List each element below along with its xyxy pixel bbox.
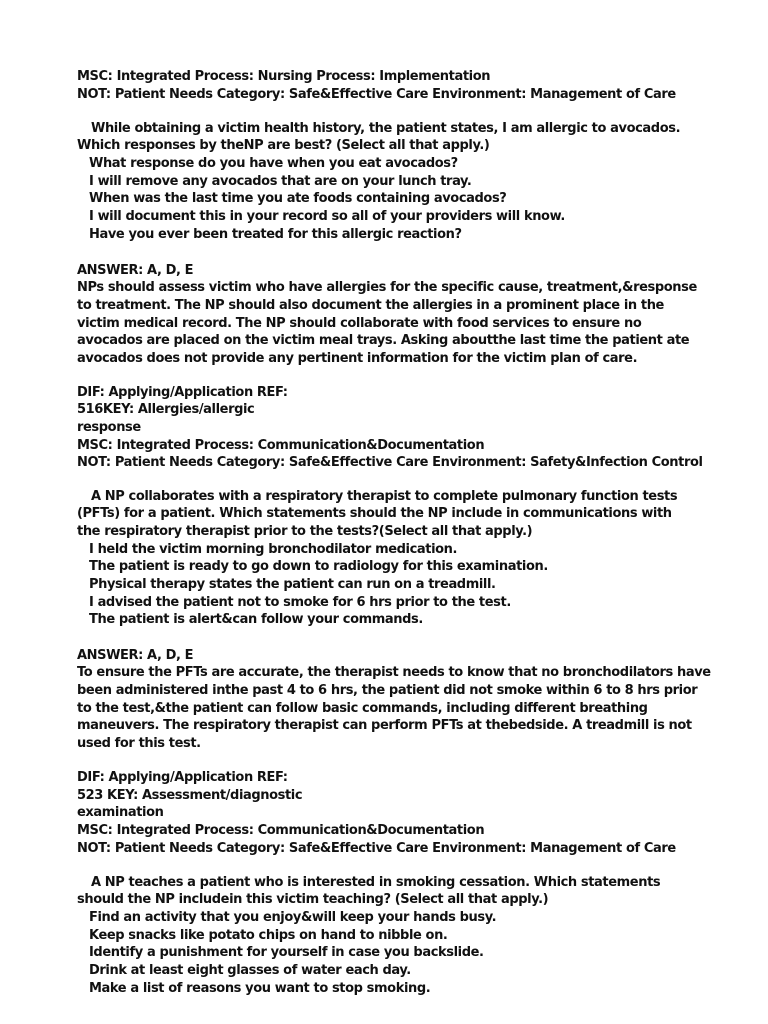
text-line: When was the last time you ate foods containing avocados? — [89, 191, 507, 206]
text-line: ANSWER: A, D, E — [77, 648, 194, 663]
text-line: to the test,&the patient can follow basic commands, including different breathing — [77, 701, 648, 716]
text-line: been administered inthe past 4 to 6 hrs, the patient did not smoke within 6 to 8 hrs prior — [77, 683, 698, 698]
text-line: MSC: Integrated Process: Communication&Documentation — [77, 438, 485, 453]
text-line: Identify a punishment for yourself in case you backslide. — [89, 945, 484, 960]
text-line: used for this test. — [77, 736, 201, 751]
text-line: 516KEY: Allergies/allergic — [77, 402, 255, 417]
text-line: A NP teaches a patient who is interested in smoking cessation. Which statements — [91, 875, 661, 890]
text-line: Drink at least eight glasses of water each day. — [89, 963, 411, 978]
text-line: NOT: Patient Needs Category: Safe&Effective Care Environment: Management of Care — [77, 841, 676, 856]
text-line: The patient is ready to go down to radiology for this examination. — [89, 559, 548, 574]
text-line: MSC: Integrated Process: Nursing Process: Implementation — [77, 69, 491, 84]
text-line: Find an activity that you enjoy&will keep your hands busy. — [89, 910, 497, 925]
text-line: MSC: Integrated Process: Communication&Documentation — [77, 823, 485, 838]
text-line: DIF: Applying/Application REF: — [77, 770, 288, 785]
text-line: Which responses by theNP are best? (Select all that apply.) — [77, 138, 490, 153]
text-line: should the NP includein this victim teaching? (Select all that apply.) — [77, 892, 549, 907]
text-line: victim medical record. The NP should collaborate with food services to ensure no — [77, 316, 642, 331]
text-line: avocados are placed on the victim meal trays. Asking aboutthe last time the patient ate — [77, 333, 690, 348]
text-line: I will remove any avocados that are on your lunch tray. — [89, 174, 472, 189]
text-line: I held the victim morning bronchodilator medication. — [89, 542, 458, 557]
text-line: A NP collaborates with a respiratory therapist to complete pulmonary function tests — [91, 489, 678, 504]
text-line: While obtaining a victim health history, the patient states, I am allergic to avocados. — [91, 121, 681, 136]
text-line: NPs should assess victim who have allergies for the specific cause, treatment,&response — [77, 280, 697, 295]
text-line: I advised the patient not to smoke for 6 hrs prior to the test. — [89, 595, 511, 610]
text-line: I will document this in your record so all of your providers will know. — [89, 209, 565, 224]
text-line: DIF: Applying/Application REF: — [77, 385, 288, 400]
text-line: examination — [77, 805, 164, 820]
text-line: The patient is alert&can follow your commands. — [89, 612, 423, 627]
text-line: To ensure the PFTs are accurate, the therapist needs to know that no bronchodilators have — [77, 665, 711, 680]
text-line: Physical therapy states the patient can run on a treadmill. — [89, 577, 496, 592]
text-line: 523 KEY: Assessment/diagnostic — [77, 788, 303, 803]
text-line: avocados does not provide any pertinent information for the victim plan of care. — [77, 351, 638, 366]
text-line: response — [77, 420, 141, 435]
text-line: maneuvers. The respiratory therapist can perform PFTs at thebedside. A treadmill is not — [77, 718, 692, 733]
text-line: What response do you have when you eat avocados? — [89, 156, 458, 171]
text-line: (PFTs) for a patient. Which statements should the NP include in communications with — [77, 506, 672, 521]
text-line: Keep snacks like potato chips on hand to nibble on. — [89, 928, 448, 943]
text-line: Have you ever been treated for this allergic reaction? — [89, 227, 462, 242]
text-line: Make a list of reasons you want to stop smoking. — [89, 981, 431, 996]
text-line: to treatment. The NP should also document the allergies in a prominent place in the — [77, 298, 664, 313]
text-line: NOT: Patient Needs Category: Safe&Effective Care Environment: Safety&Infection Control — [77, 455, 703, 470]
text-line: the respiratory therapist prior to the tests?(Select all that apply.) — [77, 524, 533, 539]
text-line: ANSWER: A, D, E — [77, 263, 194, 278]
text-line: NOT: Patient Needs Category: Safe&Effective Care Environment: Management of Care — [77, 87, 676, 102]
